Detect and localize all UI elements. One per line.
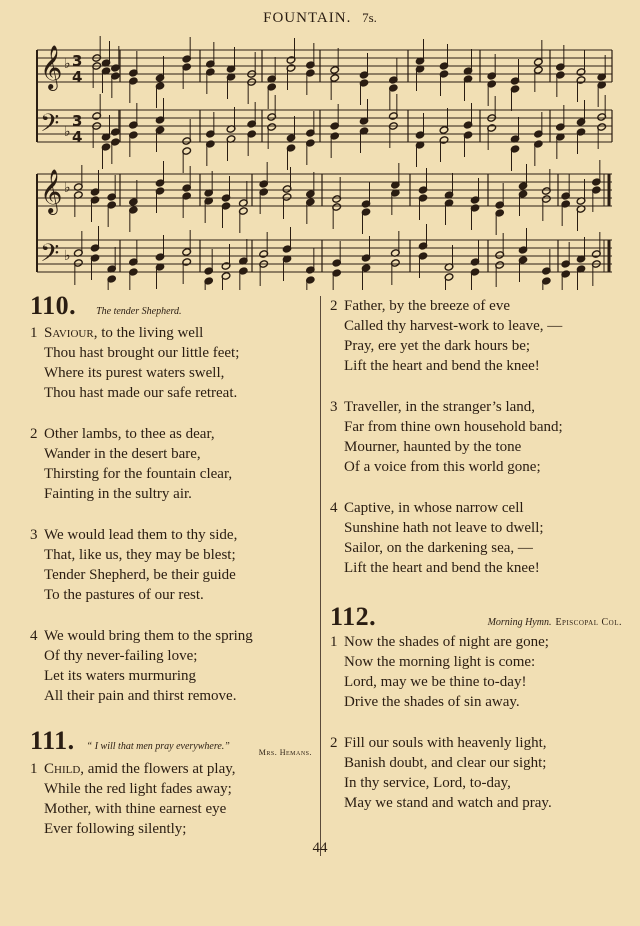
left-column <box>30 291 312 839</box>
hymn-title: Morning Hymn. <box>487 617 552 628</box>
verse-110-cont-2: 2 Father, by the breeze of eve Called thy harvest-work to leave, — Pray, ere yet the dark hours be; Lift the heart and bend the knee! <box>330 298 563 374</box>
staff-treble-2 <box>37 174 612 206</box>
verse-110-2: 2 Other lambs, to thee as dear, Wander in the desert bare, Thirsting for the fountain clear, Fainting in the sultry air. <box>30 426 233 502</box>
treble-clef-icon: 𝄞 <box>40 169 63 213</box>
hymn-number: 110. <box>30 291 77 320</box>
staff-bass-1 <box>37 110 612 142</box>
hymn-credit: Mrs. Hemans. <box>258 748 312 757</box>
verse-112-2: 2 Fill our souls with heavenly light, Banish doubt, and clear our sight; In thy service, Lord, to-day, May we stand and watch and pray. <box>330 735 552 811</box>
hymn-112-header <box>330 602 622 632</box>
hymn-title: The tender Shepherd. <box>96 306 182 317</box>
treble-clef-icon: 𝄞 <box>40 45 63 89</box>
column-divider <box>320 296 321 856</box>
bass-clef-icon: 𝄢 <box>40 109 60 144</box>
verse-110-4: 4 We would bring them to the spring Of thy never-failing love; Let its waters murmuring All their pain and thirst remove. <box>30 628 253 704</box>
tune-name: FOUNTAIN. <box>263 10 352 26</box>
verse-110-1: 1 Saviour, to the living well Thou hast brought our little feet; Where its purest waters swell, Thou hast made our safe retreat. <box>30 325 240 401</box>
verse-110-cont-3: 3 Traveller, in the stranger’s land, Far from thine own household band; Mourner, haunted by the tone Of a voice from this world gone; <box>330 399 563 475</box>
bass-clef-icon: 𝄢 <box>40 239 60 274</box>
hymn-title: “ I will that men pray everywhere.” <box>86 741 230 752</box>
svg-text:3: 3 <box>72 52 83 70</box>
hymn-number: 112. <box>330 602 377 631</box>
svg-text:4: 4 <box>72 128 83 146</box>
music-score <box>0 0 640 290</box>
staff-treble-1 <box>37 50 612 82</box>
hymn-110-header <box>30 291 312 321</box>
hymn-credit: Episcopal Col. <box>555 617 622 628</box>
verse-111-1: 1 Child, amid the flowers at play, While the red light fades away; Mother, with thine earnest eye Ever following silently; <box>30 761 236 837</box>
svg-text:♭: ♭ <box>64 56 71 72</box>
staff-bass-2 <box>37 240 612 272</box>
verse-112-1: 1 Now the shades of night are gone; Now the morning light is come: Lord, may we be thine to-day! Drive the shades of sin away. <box>330 634 549 710</box>
verse-110-cont-4: 4 Captive, in whose narrow cell Sunshine hath not leave to dwell; Sailor, on the darkening sea, — Lift the heart and bend the knee! <box>330 500 544 576</box>
svg-text:3: 3 <box>72 112 83 130</box>
svg-text:4: 4 <box>72 68 83 86</box>
right-column <box>330 291 622 813</box>
svg-text:♭: ♭ <box>64 248 71 264</box>
svg-text:♭: ♭ <box>64 180 71 196</box>
page-number: 44 <box>312 840 328 856</box>
svg-text:♭: ♭ <box>64 124 71 140</box>
tune-meter: 7s. <box>362 10 377 25</box>
verse-110-3: 3 We would lead them to thy side, That, like us, they may be blest; Tender Shepherd, be their guide To the pastures of our rest. <box>30 527 238 603</box>
hymn-number: 111. <box>30 726 75 755</box>
